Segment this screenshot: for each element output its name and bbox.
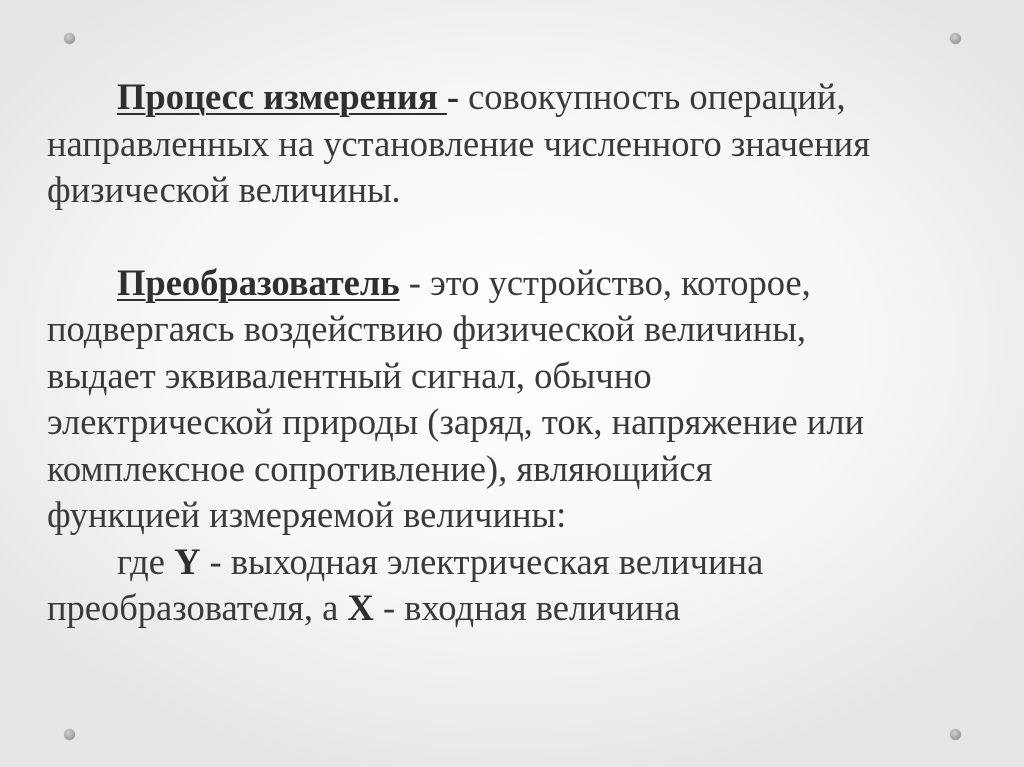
p3-line-2-start: преобразователя, а — [47, 587, 348, 628]
corner-dot-top-right — [950, 33, 961, 44]
variables-explanation — [47, 539, 1012, 632]
p1-line-1 — [47, 74, 1012, 121]
p3-y-description: - выходная электрическая величина — [200, 540, 764, 582]
definition-measurement-process — [47, 74, 1012, 214]
p1-line-2: направленных на установление численного значения — [47, 122, 870, 164]
term-measurement-process: Процесс измерения — [117, 76, 447, 117]
slide-content — [47, 74, 1012, 632]
p2-line-2: подвергаясь воздействию физической величины, — [47, 308, 806, 349]
variable-x: X — [347, 587, 374, 628]
p2-line-3: выдает эквивалентный сигнал, обычно — [47, 354, 652, 396]
term-transducer: Преобразователь — [117, 261, 400, 303]
p2-line-6: функцией измеряемой величины: — [47, 494, 567, 535]
definition-transducer — [47, 260, 1012, 539]
p1-line-3: физической величины. — [47, 169, 401, 210]
p2-line-1-rest: - это устройство, которое, — [399, 261, 811, 303]
p2-line-1 — [47, 260, 1012, 307]
p3-line-1 — [47, 539, 1012, 586]
variable-y: Y — [174, 540, 201, 582]
p1-dash: - — [446, 76, 459, 117]
corner-dot-top-left — [64, 33, 75, 44]
p2-line-4: электрической природы (заряд, ток, напряжение или — [47, 401, 865, 442]
p3-line-2 — [47, 585, 1012, 632]
p1-line-1-rest: совокупность операций, — [458, 76, 846, 117]
corner-dot-bottom-right — [950, 729, 961, 740]
corner-dot-bottom-left — [64, 729, 75, 740]
p3-where: где — [117, 540, 175, 582]
p2-line-5: комплексное сопротивление), являющийся — [47, 447, 713, 489]
p3-x-description: - входная величина — [373, 587, 681, 628]
